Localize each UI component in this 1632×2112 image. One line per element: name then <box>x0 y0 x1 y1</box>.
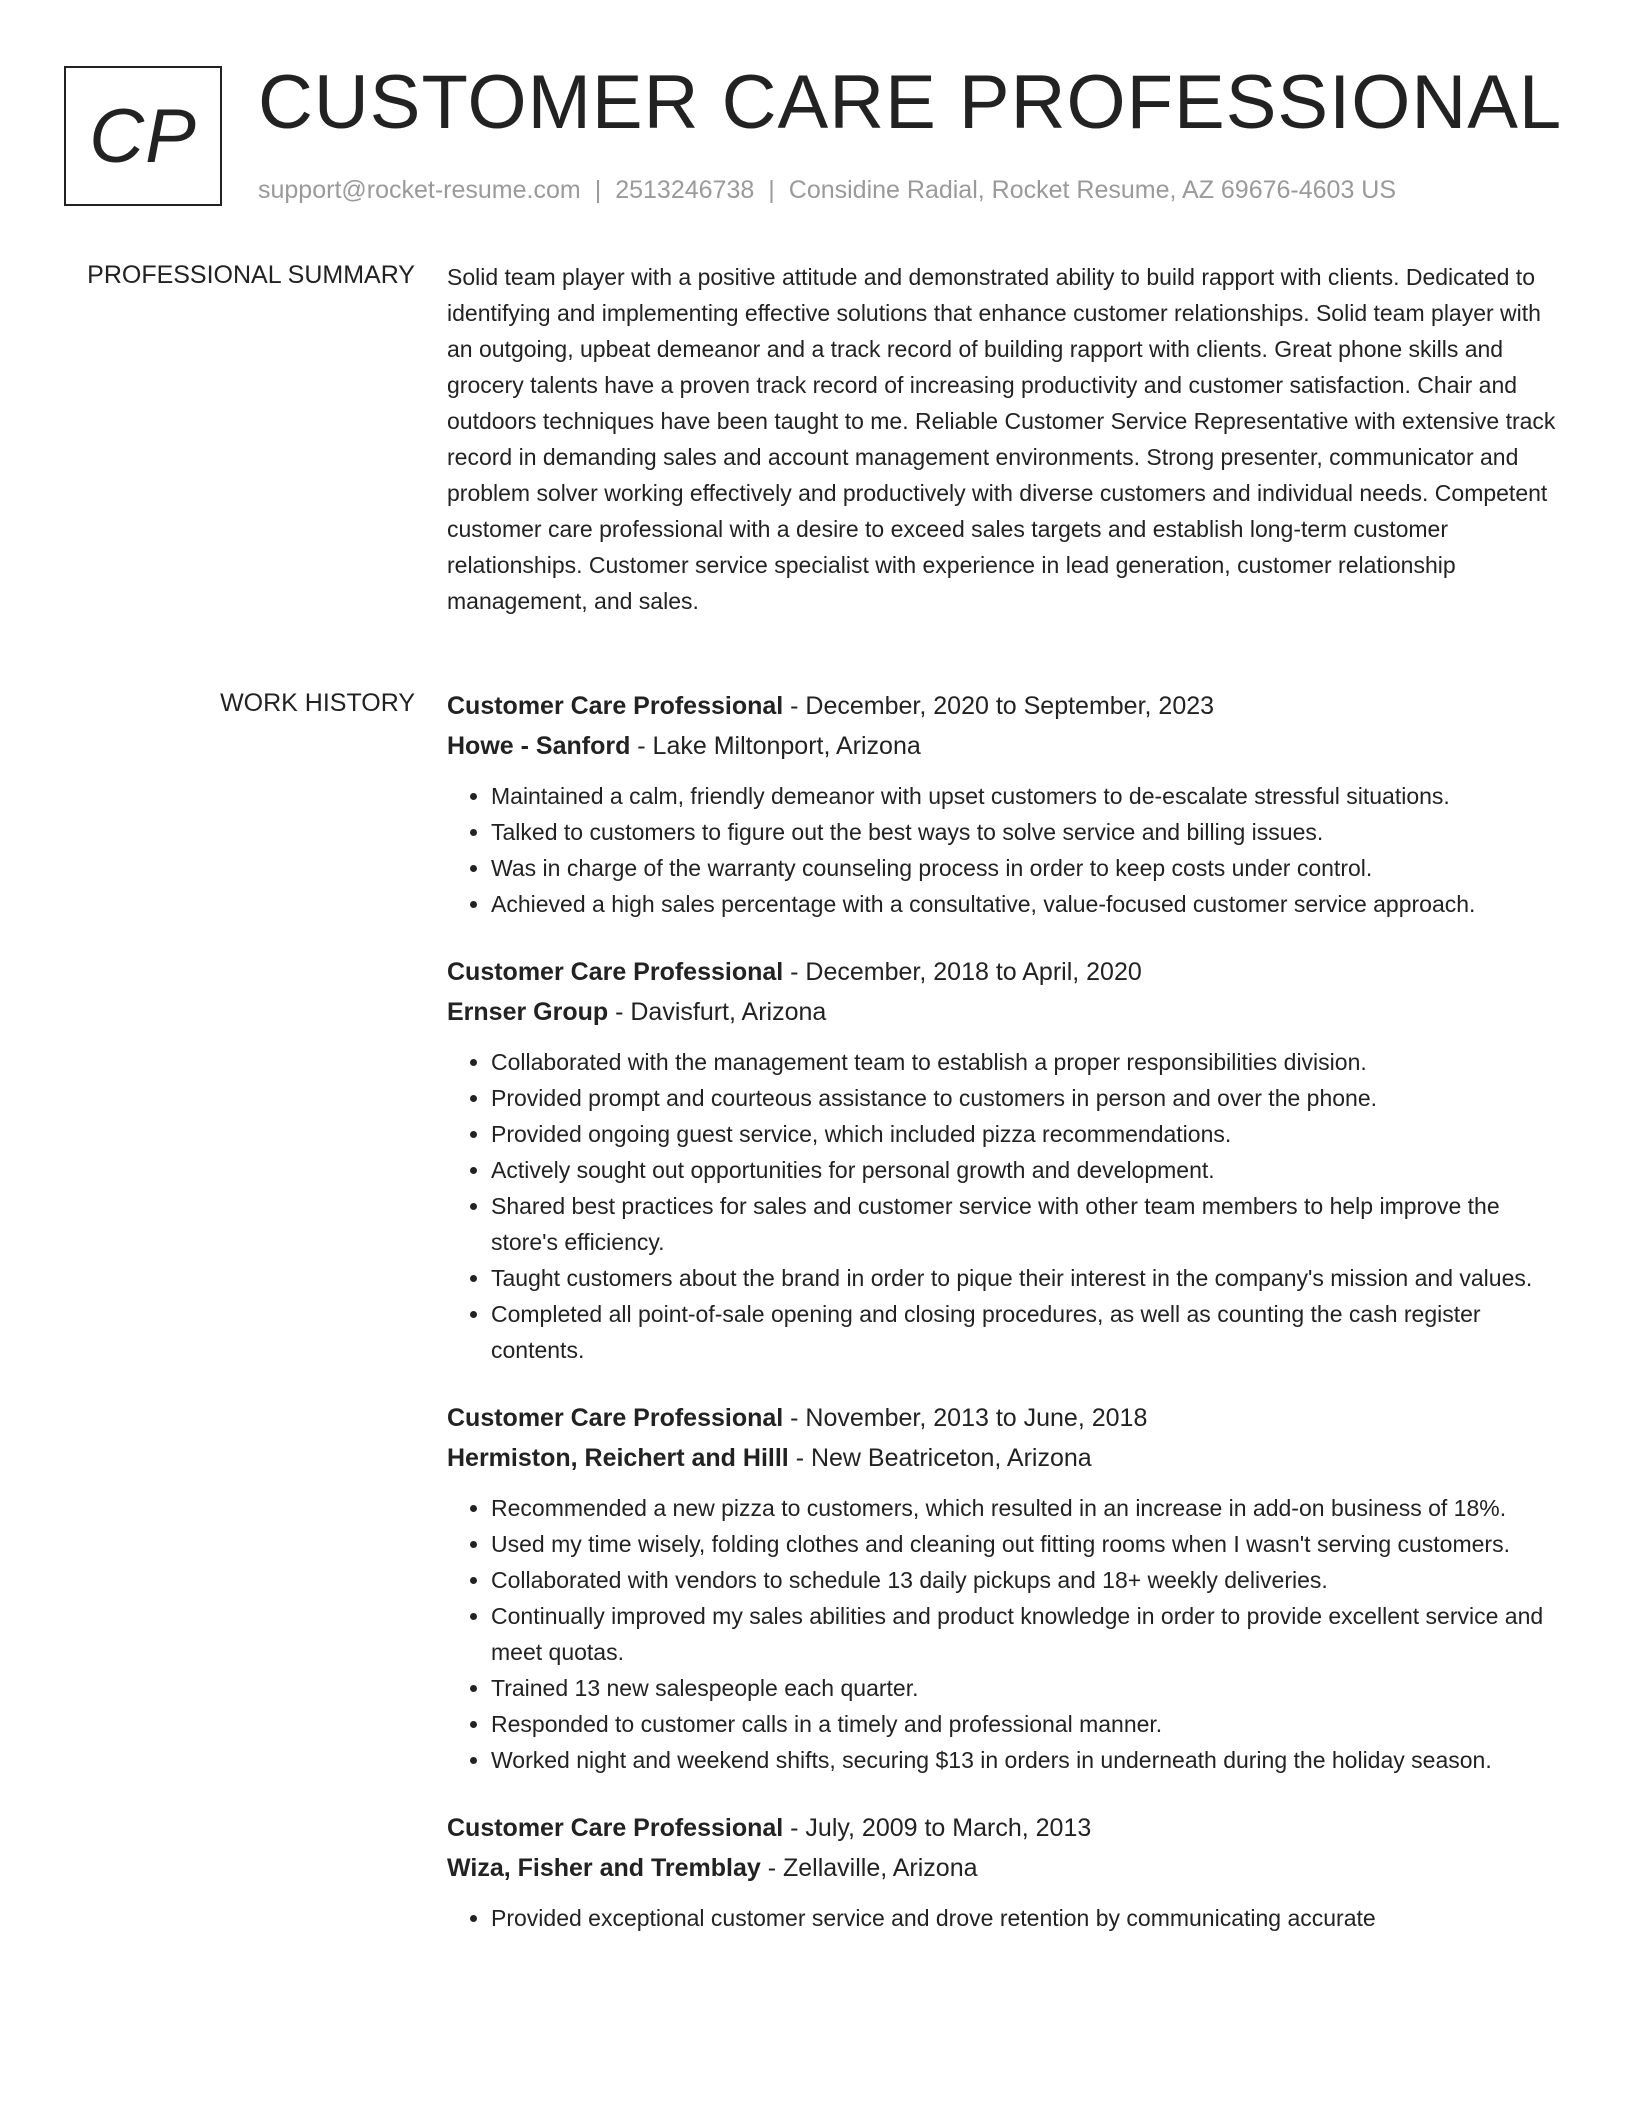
work-history-body <box>447 686 1562 1966</box>
job-bullet: • Worked night and weekend shifts, securing $13 in orders in underneath during the holiday season. <box>491 1742 1562 1778</box>
contact-separator: | <box>594 176 602 204</box>
job-title-line <box>447 952 1562 992</box>
job-entry <box>447 686 1562 922</box>
job-dates: - November, 2013 to June, 2018 <box>783 1404 1148 1432</box>
job-title: Customer Care Professional <box>447 1404 784 1432</box>
section-label-summary: PROFESSIONAL SUMMARY <box>87 261 415 289</box>
job-bullet: • Provided prompt and courteous assistance to customers in person and over the phone. <box>491 1080 1562 1116</box>
contact-phone: 2513246738 <box>615 176 755 204</box>
monogram-logo <box>64 66 222 206</box>
job-company: Howe - Sanford <box>447 732 631 760</box>
job-title-line <box>447 1398 1562 1438</box>
job-bullet: • Was in charge of the warranty counseling process in order to keep costs under control. <box>491 850 1562 886</box>
summary-text: Solid team player with a positive attitude and demonstrated ability to build rapport with clients. Dedicated to identifying and implementing effective solutions that enhance customer relationships. Solid team player with an outgoing, upbeat demeanor and a track record of building rapport with clients. Great phone skills and grocery talents have a proven track record of increasing productivity and customer satisfaction. Chair and outdoors techniques have been taught to me. Reliable Customer Service Representative with extensive track record in demanding sales and account management environments. Strong presenter, communicator and problem solver working effectively and productively with diverse customers and individual needs. Competent customer care professional with a desire to exceed sales targets and establish long-term customer relationships. Customer service specialist with experience in lead generation, customer relationship management, and sales. <box>447 264 1556 614</box>
monogram-text: CP <box>89 93 197 179</box>
job-bullet: • Shared best practices for sales and customer service with other team members to help improve the store's efficiency. <box>491 1188 1562 1260</box>
section-label-work-history: WORK HISTORY <box>220 689 415 717</box>
job-bullet-list <box>447 1900 1562 1936</box>
resume-name: CUSTOMER CARE PROFESSIONAL <box>258 60 1563 145</box>
job-company-line <box>447 726 1562 766</box>
job-company-line <box>447 992 1562 1032</box>
job-title-line <box>447 1808 1562 1848</box>
contact-address: Considine Radial, Rocket Resume, AZ 69676-4603 US <box>788 176 1397 204</box>
job-title-line <box>447 686 1562 726</box>
job-company: Hermiston, Reichert and Hilll <box>447 1444 789 1472</box>
job-company: Ernser Group <box>447 998 609 1026</box>
job-location: - Lake Miltonport, Arizona <box>630 732 921 760</box>
job-bullet: • Collaborated with vendors to schedule 13 daily pickups and 18+ weekly deliveries. <box>491 1562 1562 1598</box>
job-company-line <box>447 1848 1562 1888</box>
job-bullet: • Achieved a high sales percentage with a consultative, value-focused customer service approach. <box>491 886 1562 922</box>
job-bullet: • Trained 13 new salespeople each quarter. <box>491 1670 1562 1706</box>
summary-body <box>447 259 1562 619</box>
job-title: Customer Care Professional <box>447 1814 784 1842</box>
job-entry <box>447 1398 1562 1778</box>
job-entry <box>447 1808 1562 1936</box>
job-bullet: • Collaborated with the management team to establish a proper responsibilities division. <box>491 1044 1562 1080</box>
job-bullet: • Provided exceptional customer service and drove retention by communicating accurate <box>491 1900 1562 1936</box>
job-bullet: • Actively sought out opportunities for personal growth and development. <box>491 1152 1562 1188</box>
job-dates: - December, 2018 to April, 2020 <box>783 958 1142 986</box>
job-bullet: • Completed all point-of-sale opening and closing procedures, as well as counting the cash register contents. <box>491 1296 1562 1368</box>
job-bullet: • Recommended a new pizza to customers, which resulted in an increase in add-on business of 18%. <box>491 1490 1562 1526</box>
job-entry <box>447 952 1562 1368</box>
job-dates: - December, 2020 to September, 2023 <box>783 692 1215 720</box>
job-bullet: • Taught customers about the brand in order to pique their interest in the company's mission and values. <box>491 1260 1562 1296</box>
contact-line <box>258 175 1396 205</box>
job-bullet-list <box>447 778 1562 922</box>
job-location: - Davisfurt, Arizona <box>608 998 827 1026</box>
job-company: Wiza, Fisher and Tremblay <box>447 1854 761 1882</box>
job-dates: - July, 2009 to March, 2013 <box>783 1814 1092 1842</box>
contact-email: support@rocket-resume.com <box>258 176 581 204</box>
job-bullet: • Used my time wisely, folding clothes and cleaning out fitting rooms when I wasn't serving customers. <box>491 1526 1562 1562</box>
job-bullet: • Talked to customers to figure out the best ways to solve service and billing issues. <box>491 814 1562 850</box>
job-bullet: • Responded to customer calls in a timely and professional manner. <box>491 1706 1562 1742</box>
job-title: Customer Care Professional <box>447 692 784 720</box>
job-location: - New Beatriceton, Arizona <box>788 1444 1092 1472</box>
job-location: - Zellaville, Arizona <box>760 1854 978 1882</box>
job-bullet: • Provided ongoing guest service, which included pizza recommendations. <box>491 1116 1562 1152</box>
job-bullet-list <box>447 1490 1562 1778</box>
job-bullet: • Continually improved my sales abilities and product knowledge in order to provide excellent service and meet quotas. <box>491 1598 1562 1670</box>
job-company-line <box>447 1438 1562 1478</box>
contact-separator: | <box>768 176 775 204</box>
job-title: Customer Care Professional <box>447 958 784 986</box>
job-bullet-list <box>447 1044 1562 1368</box>
job-bullet: • Maintained a calm, friendly demeanor with upset customers to de-escalate stressful situations. <box>491 778 1562 814</box>
